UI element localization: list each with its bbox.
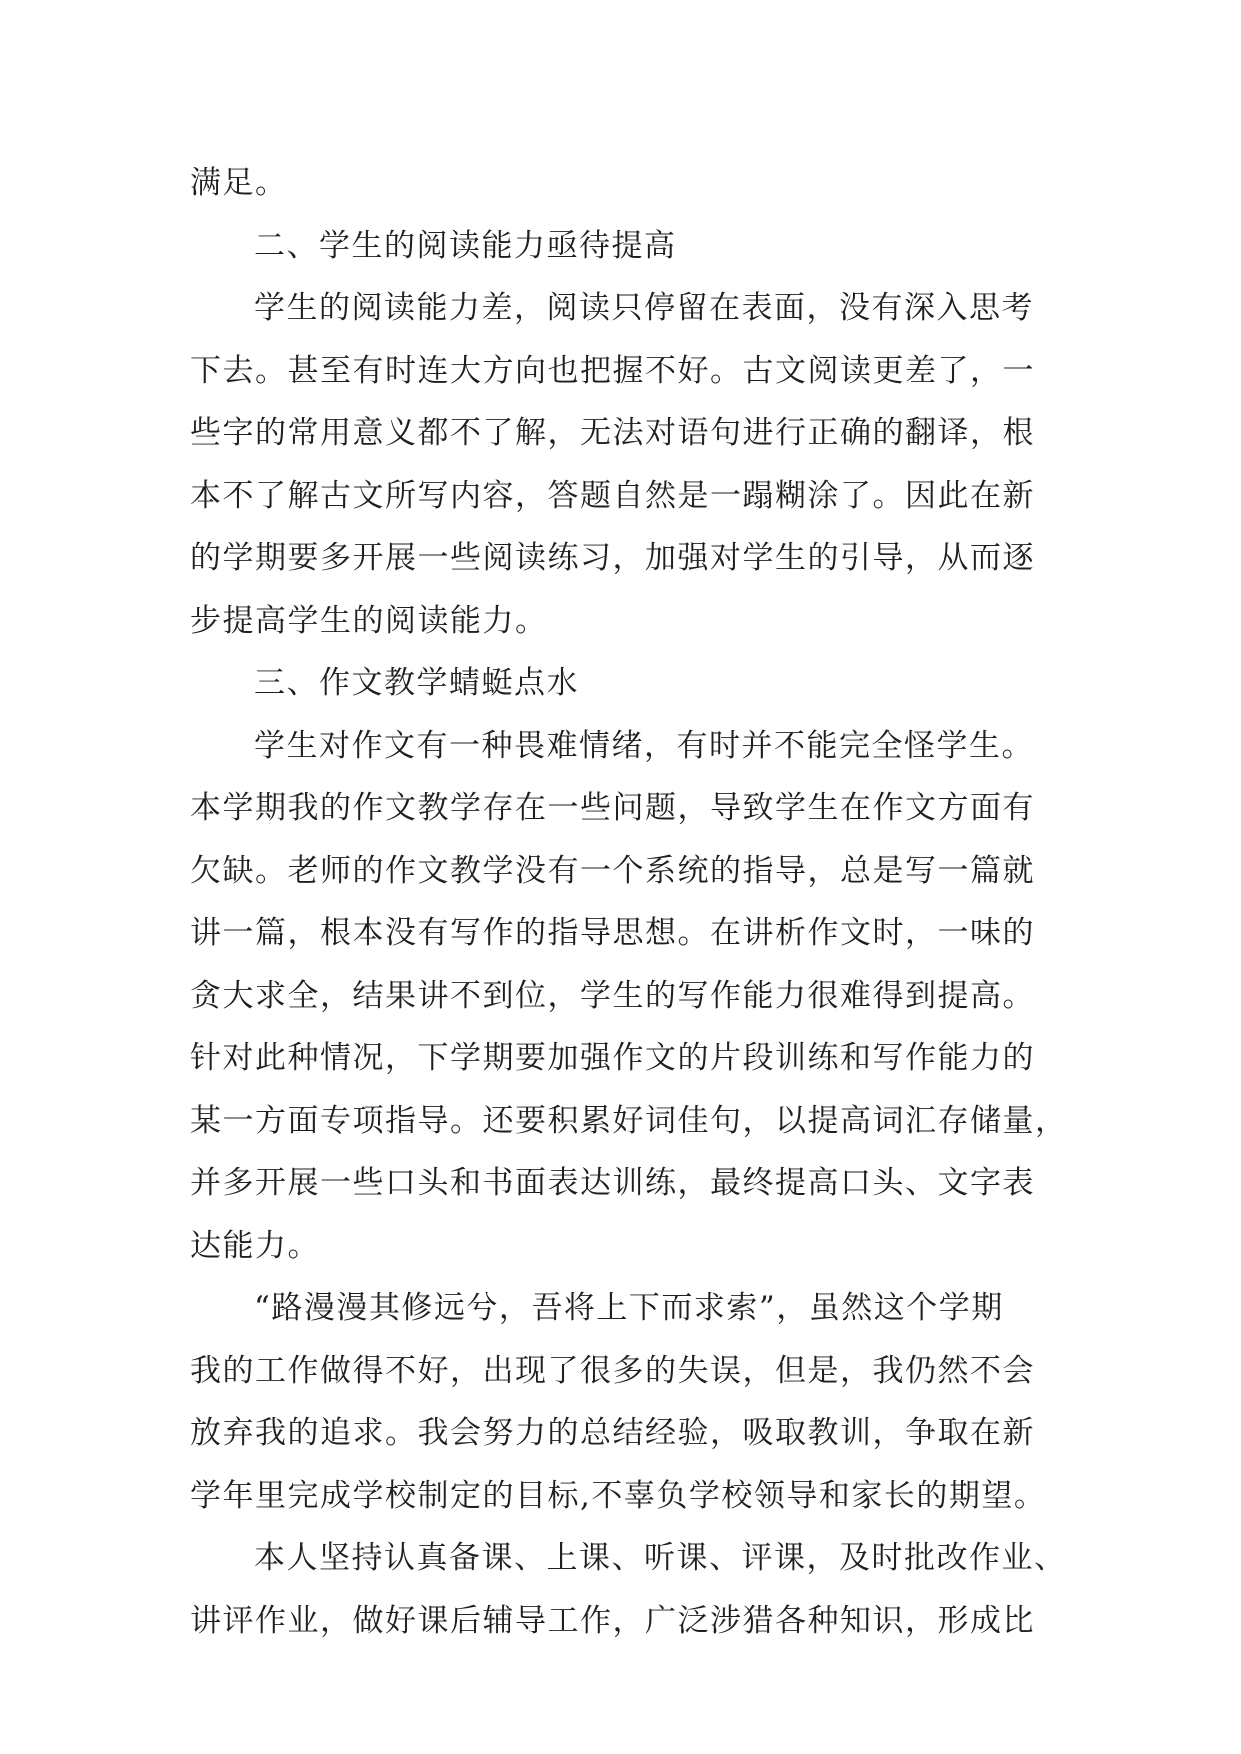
text-line: 针对此种情况，下学期要加强作文的片段训练和写作能力的 [190, 1040, 1035, 1076]
text-line: 我的工作做得不好，出现了很多的失误，但是，我仍然不会 [190, 1352, 1035, 1389]
text-line: 讲一篇，根本没有写作的指导思想。在讲析作文时，一味的 [190, 915, 1035, 951]
text-line: 本人坚持认真备课、上课、听课、评课，及时批改作业、 [254, 1540, 1067, 1576]
text-line: 放弃我的追求。我会努力的总结经验，吸取教训，争取在新 [190, 1415, 1035, 1451]
text-line: 并多开展一些口头和书面表达训练，最终提高口头、文字表 [190, 1165, 1035, 1201]
text-line: 学生对作文有一种畏难情绪，有时并不能完全怪学生。 [254, 727, 1034, 764]
text-line: 步提高学生的阅读能力。 [190, 602, 548, 639]
section-heading: 三、作文教学蜻蜓点水 [254, 665, 579, 701]
text-line: 学生的阅读能力差，阅读只停留在表面，没有深入思考 [254, 290, 1034, 326]
document-body [190, 152, 1070, 1652]
text-line: 某一方面专项指导。还要积累好词佳句，以提高词汇存储量， [190, 1102, 1068, 1139]
text-line: 讲评作业，做好课后辅导工作，广泛涉猎各种知识，形成比 [190, 1602, 1035, 1639]
text-line: 满足。 [190, 165, 288, 201]
text-line: 的学期要多开展一些阅读练习，加强对学生的引导，从而逐 [190, 540, 1035, 576]
text-line: 达能力。 [190, 1227, 320, 1264]
text-line: 学年里完成学校制定的目标,不辜负学校领导和家长的期望。 [190, 1477, 1047, 1514]
text-line: 些字的常用意义都不了解，无法对语句进行正确的翻译，根 [190, 415, 1035, 451]
section-heading: 二、学生的阅读能力亟待提高 [254, 227, 677, 264]
text-line: 本不了解古文所写内容，答题自然是一蹋糊涂了。因此在新 [190, 477, 1035, 514]
text-line: 贪大求全，结果讲不到位，学生的写作能力很难得到提高。 [190, 977, 1035, 1014]
text-line: 下去。甚至有时连大方向也把握不好。古文阅读更差了，一 [190, 352, 1035, 389]
text-line: 本学期我的作文教学存在一些问题，导致学生在作文方面有 [190, 790, 1035, 826]
text-line: 欠缺。老师的作文教学没有一个系统的指导，总是写一篇就 [190, 852, 1035, 889]
text-line: “路漫漫其修远兮，吾将上下而求索”，虽然这个学期 [254, 1290, 1004, 1326]
